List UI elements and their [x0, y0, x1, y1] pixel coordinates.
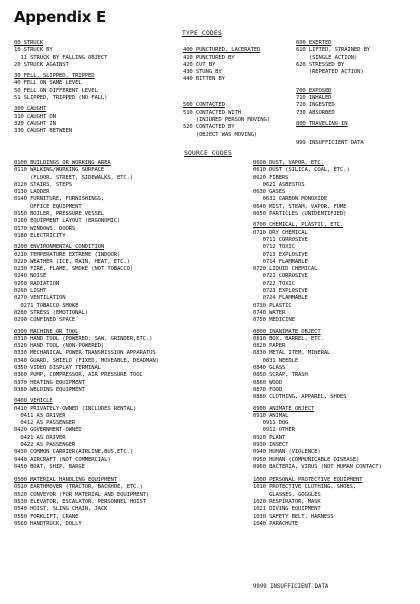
code-entry: 0240 NOISE — [14, 273, 47, 280]
code-entry: 0530 ELEVATOR, ESCALATOR, PERSONNEL HOIST — [14, 499, 146, 506]
code-entry: 730 ABSORBED — [296, 109, 335, 116]
code-entry: 0130 LADDER — [14, 189, 50, 196]
code-group-heading: 0800 INANIMATE OBJECT — [253, 328, 321, 335]
code-entry: 0320 HAND TOOL (NON-POWERED) — [14, 343, 105, 350]
code-entry: 1020 RESPIRATOR, MASK — [253, 499, 321, 506]
code-entry: 0730 PLASTIC — [253, 302, 292, 309]
code-entry: 0310 HAND TOOL (POWERED; SAW, GRINDER,ETC.) — [14, 335, 153, 342]
code-group-heading: 800 TRAVELING IN — [296, 120, 348, 127]
code-entry: 0120 STAIRS, STEPS — [14, 181, 72, 188]
code-entry: 0350 VIDEO DISPLAY TERMINAL — [14, 365, 101, 372]
code-entry: 0560 HANDTRUCK, DOLLY — [14, 520, 82, 527]
code-entry: 0411 AS DRIVER — [14, 412, 66, 419]
code-entry: 0540 HOIST, SLING CHAIN, JACK — [14, 506, 108, 513]
code-entry: 0422 AS PASSENGER — [14, 441, 76, 448]
code-entry: 0210 TEMPERATURE EXTREME (INDOOR) — [14, 251, 121, 258]
code-entry: 0150 BOILER, PRESSURE VESSEL — [14, 211, 105, 218]
code-entry: 0440 AIRCRAFT (NOT COMMERCIAL) — [14, 456, 111, 463]
code-entry: 1010 PROTECTIVE CLOTHING, SHOES, — [253, 484, 356, 491]
page-title: Appendix E — [14, 8, 106, 26]
code-entry: 0510 EARTHMOVER (TRACTOR, BACKHOE, ETC.) — [14, 484, 143, 491]
code-entry: 0960 BACTERIA, VIRUS (NOT HUMAN CONTACT) — [253, 463, 382, 470]
code-entry: 0830 METAL ITEM, MINERAL — [253, 350, 331, 357]
code-entry: 0280 STRESS (EMOTIONAL) — [14, 309, 89, 316]
code-entry: 999 INSUFFICIENT DATA — [296, 139, 364, 146]
code-entry: 330 CAUGHT BETWEEN — [14, 128, 72, 135]
code-entry: 0724 FLAMMABLE — [253, 295, 308, 302]
code-entry: 520 CONTACTED BY — [183, 124, 235, 131]
code-entry: 0710 DRY CHEMICAL — [253, 229, 308, 236]
code-entry: 0820 PAPER — [253, 343, 286, 350]
code-entry: 50 FELL ON DIFFERENT LEVEL — [14, 87, 98, 94]
code-entry: 0410 PRIVATELY-OWNED (INCLUDES RENTAL) — [14, 405, 137, 412]
code-entry: 0621 ASBESTOS — [253, 181, 305, 188]
code-group-heading: 700 EXPOSED — [296, 87, 332, 94]
code-entry: 0180 ELECTRICITY — [14, 232, 66, 239]
code-entry: 0550 FORKLIFT, CRANE — [14, 513, 79, 520]
code-entry: 0520 CONVEYOR (FOR MATERIAL AND EQUIPMENT) — [14, 491, 150, 498]
type-codes-heading: TYPE CODES — [182, 30, 222, 37]
code-group-heading: 1000 PERSONAL PROTECTIVE EQUIPMENT — [253, 477, 363, 484]
code-entry: 0720 LIQUID CHEMICAL — [253, 266, 318, 273]
insufficient-data-footer: 9999 INSUFFICIENT DATA — [253, 584, 329, 590]
code-entry: 0250 RADIATION — [14, 280, 60, 287]
code-group-heading: 0900 ANIMATE OBJECT — [253, 405, 315, 412]
code-entry: 11 STRUCK BY FALLING OBJECT — [14, 54, 108, 61]
code-entry: 0421 AS DRIVER — [14, 434, 66, 441]
code-entry: 0860 WOOD — [253, 379, 282, 386]
code-entry: 0810 BOX, BARREL, ETC. — [253, 335, 324, 342]
code-entry: 0340 GUARD, SHIELD (FIXED, MOVEABLE, DEADMAN) — [14, 357, 159, 364]
code-entry: 0910 ANIMAL — [253, 412, 289, 419]
code-entry: 710 INHALED — [296, 95, 332, 102]
spacer — [183, 88, 270, 95]
code-entry: 0450 BOAT, SHIP, BARGE — [14, 463, 85, 470]
code-entry: 0850 SCRAP, TRASH — [253, 372, 308, 379]
code-entry: 0260 LIGHT — [14, 288, 47, 295]
code-entry: 430 STUNG BY — [183, 69, 222, 76]
code-entry: 0412 AS PASSENGER — [14, 420, 76, 427]
code-entry: 0230 FIRE, FLAME, SMOKE (NOT TOBACCO) — [14, 266, 134, 273]
code-group-heading: 0300 MACHINE OR TOOL — [14, 328, 79, 335]
code-entry: 10 STRUCK BY — [14, 47, 53, 54]
code-entry: 0950 HUMAN (COMMUNICABLE DISEASE) — [253, 456, 360, 463]
code-entry: 0713 EXPLOSIVE — [253, 251, 308, 258]
spacer — [296, 80, 370, 87]
code-entry: OFFICE EQUIPMENT — [14, 203, 82, 210]
code-entry: 0940 HUMAN (VIOLENCE) — [253, 449, 321, 456]
code-entry: 0140 FURNITURE, FURNISHINGS, — [14, 196, 105, 203]
code-entry: 0740 WATER — [253, 309, 286, 316]
spacer — [183, 95, 270, 102]
code-entry: 0430 COMMON CARRIER(AIRLINE,BUS,ETC.) — [14, 449, 134, 456]
code-entry: GLASSES, GOGGLES — [253, 491, 321, 498]
code-group-heading: 0100 BUILDINGS OR WORKING AREA — [14, 160, 111, 166]
code-entry: 0721 CORROSIVE — [253, 273, 308, 280]
code-entry: 0420 GOVERNMENT-OWNED — [14, 427, 82, 434]
code-entry: 0170 WINDOWS, DOORS — [14, 225, 76, 232]
code-group-heading: 0400 VEHICLE — [14, 398, 53, 405]
code-entry: 0650 PARTICLES (UNIDENTIFIED) — [253, 211, 347, 218]
code-entry: 0271 TOBACCO SMOKE — [14, 302, 79, 309]
type-codes-left-column — [14, 40, 107, 136]
source-codes-heading: SOURCE CODES — [184, 150, 232, 157]
code-entry: 0714 FLAMMABLE — [253, 258, 308, 265]
code-entry: 0880 CLOTHING, APPAREL, SHOES — [253, 394, 347, 401]
code-entry: 0110 WALKING/WORKING SURFACE — [14, 167, 105, 174]
code-entry: 0330 MECHANICAL POWER TRANSMISSION APPARATUS — [14, 350, 156, 357]
code-entry: 0711 CORROSIVE — [253, 236, 308, 243]
code-entry: (REPEATED ACTION) — [296, 69, 364, 76]
source-codes-right-column — [253, 160, 382, 528]
code-entry: 410 PUNCTURED BY — [183, 54, 235, 61]
code-entry: 20 STRUCK AGAINST — [14, 61, 69, 68]
source-codes-left-column — [14, 160, 159, 528]
code-entry: 0930 INSECT — [253, 441, 289, 448]
code-entry: 0270 VENTILATION — [14, 295, 66, 302]
code-entry: 0640 MIST, STEAM, VAPOR, FUME — [253, 203, 347, 210]
code-entry: 0722 TOXIC — [253, 280, 295, 287]
code-entry: 0750 MEDICINE — [253, 317, 295, 324]
code-entry: 0911 DOG — [253, 420, 289, 427]
code-group-heading: 500 CONTACTED — [183, 102, 225, 109]
code-entry: 0290 CONFINED SPACE — [14, 317, 76, 324]
code-group-heading: 0200 ENVIRONMENTAL CONDITION — [14, 244, 105, 251]
code-entry: 310 CAUGHT ON — [14, 113, 56, 120]
code-entry: 1021 DIVING EQUIPMENT — [253, 506, 321, 513]
type-codes-right-column — [296, 40, 370, 147]
code-entry: 0912 OTHER — [253, 427, 295, 434]
code-entry: 0920 PLANT — [253, 434, 286, 441]
code-entry: 720 INGESTED — [296, 102, 335, 109]
spacer — [183, 40, 270, 47]
code-entry: 51 SLIPPED, TRIPPED (NO FALL) — [14, 95, 108, 102]
code-entry: (SINGLE ACTION) — [296, 54, 358, 61]
code-entry: 0723 EXPLOSIVE — [253, 288, 308, 295]
code-group-heading: 00 STRUCK — [14, 40, 43, 46]
code-entry: 620 STRESSED BY — [296, 61, 345, 68]
code-entry: 320 CAUGHT IN — [14, 120, 56, 127]
code-entry: 0220 WEATHER (ICE, RAIN, HEAT, ETC.) — [14, 258, 130, 265]
code-entry: 510 CONTACTED WITH — [183, 109, 241, 116]
code-group-heading: 30 FELL, SLIPPED, TRIPPED — [14, 73, 95, 80]
code-group-heading: 300 CAUGHT — [14, 106, 47, 113]
code-entry: (FLOOR, STREET, SIDEWALKS, ETC.) — [14, 174, 134, 181]
code-group-heading: 0600 DUST, VAPOR, ETC. — [253, 160, 324, 166]
spacer — [296, 132, 370, 139]
code-entry: 0160 EQUIPMENT LAYOUT (ERGONOMIC) — [14, 218, 121, 225]
code-entry: 0370 HEATING EQUIPMENT — [14, 379, 85, 386]
code-entry: 0380 WELDING EQUIPMENT — [14, 386, 85, 393]
code-group-heading: 600 EXERTED — [296, 40, 332, 46]
code-entry: 0840 GLASS — [253, 365, 286, 372]
code-entry: (INJURED PERSON MOVING) — [183, 116, 270, 123]
code-group-heading: 0700 CHEMICAL, PLASTIC, ETC. — [253, 222, 344, 229]
code-entry: (OBJECT WAS MOVING) — [183, 131, 258, 138]
code-group-heading: 0500 MATERIAL HANDLING EQUIPMENT — [14, 477, 117, 484]
code-entry: 0360 PUMP, COMPRESSOR, AIR PRESSURE TOOL — [14, 372, 143, 379]
code-entry: 1040 PARACHUTE — [253, 520, 299, 527]
code-entry: 0712 TOXIC — [253, 244, 295, 251]
code-entry: 0831 NEEDLE — [253, 357, 299, 364]
type-codes-middle-column — [183, 40, 270, 139]
code-entry: 40 FELL ON SAME LEVEL — [14, 80, 82, 87]
code-entry: 0620 FIBERS — [253, 174, 289, 181]
code-entry: 440 BITTEN BY — [183, 76, 225, 83]
code-entry: 420 CUT BY — [183, 61, 216, 68]
code-entry: 0631 CARBON MONOXIDE — [253, 196, 328, 203]
code-entry: 0630 GASES — [253, 189, 286, 196]
code-group-heading: 400 PUNCTURED, LACERATED — [183, 47, 261, 54]
code-entry: 0870 FOOD — [253, 386, 282, 393]
code-entry: 610 LIFTED, STRAINED BY — [296, 47, 371, 54]
code-entry: 1030 SAFETY BELT, HARNESS — [253, 513, 334, 520]
code-entry: 0610 DUST (SILICA, COAL, ETC.) — [253, 167, 350, 174]
